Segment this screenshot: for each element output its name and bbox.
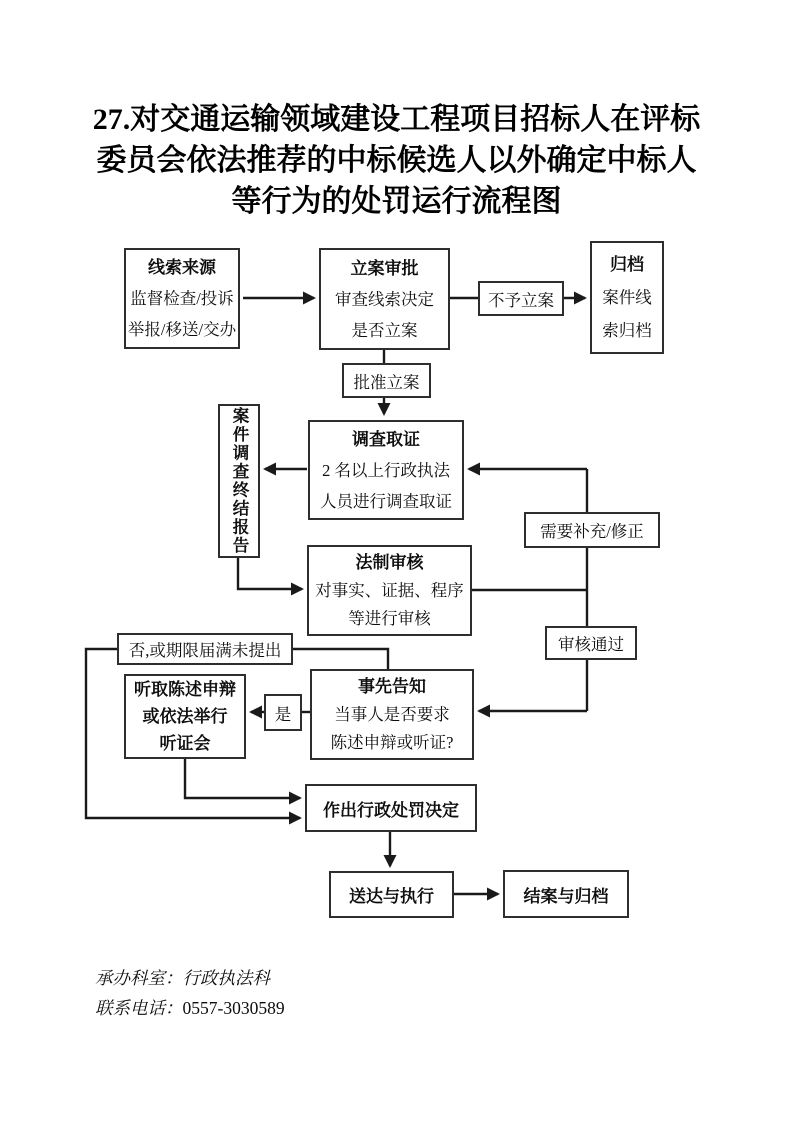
node-legal-review — [307, 545, 472, 636]
footer-dept-line — [95, 963, 285, 993]
node-closing-text: 结案与归档 — [523, 886, 609, 906]
node-approve-case-label — [342, 363, 431, 398]
node-investigation — [308, 420, 464, 520]
edge-notice-to-noexpired — [293, 649, 388, 669]
node-no-or-expired-text: 否,或期限届满未提出 — [128, 641, 282, 660]
node-yes-text: 是 — [274, 704, 292, 724]
node-need-supplement-label — [524, 512, 660, 548]
node-need-supplement-text: 需要补充/修正 — [540, 522, 644, 541]
node-yes-label — [264, 694, 302, 731]
edge-hearing-to-decision — [185, 759, 300, 798]
node-prior-notice-line2: 陈述申辩或听证? — [330, 732, 454, 752]
node-hearing-line2: 或依法举行 — [142, 707, 228, 726]
edge-report-to-legal — [238, 558, 302, 589]
node-closing — [503, 870, 629, 918]
node-no-case-label — [478, 281, 564, 316]
node-decision — [305, 784, 477, 832]
node-hearing-line1: 听取陈述申辩 — [134, 680, 236, 699]
node-clue-source-title: 线索来源 — [148, 258, 216, 277]
node-case-report-text: 案件调查终结报告 — [230, 407, 248, 555]
node-prior-notice — [310, 669, 474, 760]
footer-dept-value: 行政执法科 — [182, 968, 270, 988]
node-legal-review-line2: 等进行审核 — [348, 608, 431, 628]
node-hearing-line3: 听证会 — [159, 734, 211, 753]
title-line-3: 等行为的处罚运行流程图 — [231, 185, 562, 218]
node-archive-title: 归档 — [610, 255, 644, 274]
footer-phone-label: 联系电话： — [95, 998, 183, 1018]
node-archive — [590, 241, 664, 354]
node-case-approval-title: 立案审批 — [350, 258, 419, 278]
node-case-approval — [319, 248, 450, 350]
node-investigation-line2: 人员进行调查取证 — [320, 491, 452, 511]
node-case-report — [218, 404, 260, 558]
node-hearing — [124, 674, 246, 759]
node-no-or-expired-label — [117, 633, 293, 665]
node-review-passed-text: 审核通过 — [558, 635, 624, 654]
node-prior-notice-title: 事先告知 — [358, 676, 426, 696]
title-line-2: 委员会依法推荐的中标候选人以外确定中标人 — [96, 144, 697, 177]
node-decision-text: 作出行政处罚决定 — [323, 800, 459, 820]
node-delivery-text: 送达与执行 — [349, 887, 434, 906]
node-legal-review-title: 法制审核 — [355, 552, 424, 572]
node-approve-case-text: 批准立案 — [353, 372, 420, 392]
node-review-passed-label — [545, 626, 637, 660]
node-clue-source-line2: 举报/移送/交办 — [127, 320, 237, 339]
title-line-1: 27.对交通运输领域建设工程项目招标人在评标 — [92, 103, 701, 136]
footer-dept-label: 承办科室： — [95, 968, 183, 988]
node-no-case-text: 不予立案 — [488, 290, 554, 310]
node-delivery — [329, 871, 454, 918]
node-case-approval-line1: 审查线索决定 — [335, 289, 434, 309]
footer-phone-value: 0557-3030589 — [182, 998, 285, 1018]
node-clue-source — [124, 248, 240, 349]
node-legal-review-line1: 对事实、证据、程序 — [315, 580, 464, 600]
footer — [95, 963, 285, 1023]
node-archive-line1: 案件线 — [602, 288, 652, 307]
node-clue-source-line1: 监督检查/投诉 — [130, 289, 234, 308]
node-investigation-title: 调查取证 — [352, 429, 420, 449]
node-investigation-line1: 2 名以上行政执法 — [322, 460, 450, 480]
node-prior-notice-line1: 当事人是否要求 — [334, 704, 450, 724]
node-case-approval-line2: 是否立案 — [351, 320, 418, 340]
node-archive-line2: 索归档 — [602, 321, 652, 340]
footer-phone-line — [95, 993, 285, 1023]
